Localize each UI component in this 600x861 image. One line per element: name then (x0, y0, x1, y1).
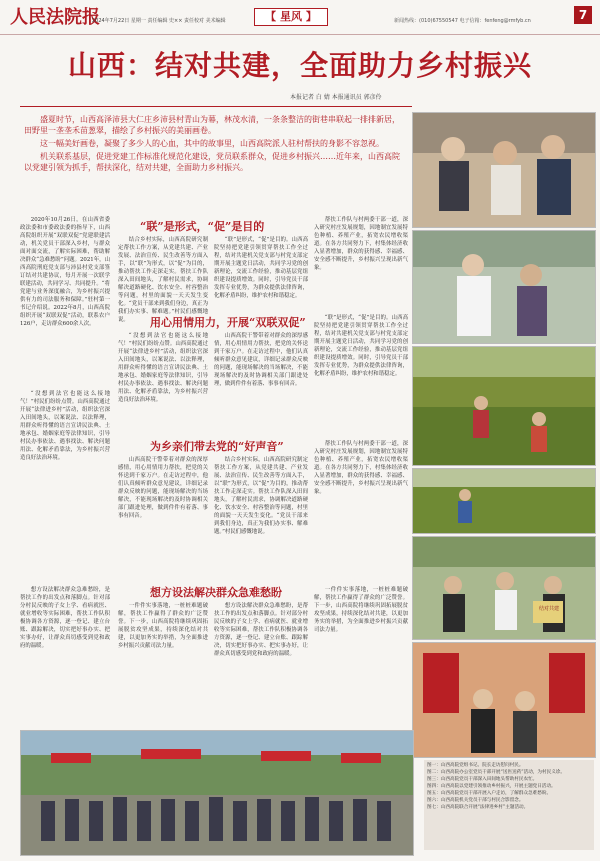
newspaper-logo: 人民法院报 (10, 7, 100, 28)
caption-line: 图二：山西高院办公室党员干部开展“送医送药”活动，为村民义诊。 (427, 770, 565, 775)
article-column: 想方设法解决群众急难愁盼，是帮扶工作的出发点和落脚点。针对部分村民反映的子女上学、看病就医、就业增收等实际困难，帮扶工作队积极协调各方资源，逐一登记、建立台账、跟踪解决，切实把好事办实、把实事办好，让群众真切感受到党和政府的温暖。 (214, 603, 308, 657)
lede-paragraph: 这一幅美好画卷，凝聚了多少人的心血，其中的故事里，山西高院派人驻村帮扶的身影不容忽视。 (40, 139, 384, 148)
photo-label: 结对共建 (539, 606, 560, 612)
caption-line: 图一：山西高院党组书记、院长走访慰问村民。 (427, 763, 524, 768)
caption-line: 图三：山西高院党员干部深入田间地头帮助村民农忙。 (427, 777, 538, 782)
page-number: 7 (574, 6, 592, 24)
article-column: 结合乡村实际，山西高院研究制定帮扶工作方案，从党建共建、产业发展、法治宣传、民生改善等方面入手，以“联”为形式，以“促”为目的，推动帮扶工作走深走实。帮扶工作队深入田间地头，了解村民需求，协调解决道路硬化、饮水安全、村容整治等问题，村里的面貌一天天发生变化。“党员干部来到我们身边，真正为我们办实事、解难题。”村民们感慨地说。 (118, 237, 208, 323)
article-column: 2020年10月26日，在山西省委政法委和市委政法委的指导下，山西高院组织开展“双联双促”党建联建活动，机关党员干部深入乡村，与群众面对面交流，了解实际困难，帮助解决群众“急难愁盼”问题。2021年，山西高院刑庭党支部与沛县村党支部签订结对共建协议，每月开展一次联学联建活动，共同学习、共同提升。“将党建与业务深度融合，为乡村振兴提供有力的司法服务和保障。”驻村第一书记介绍说。2022年8月，山西高院组织开展“双联双促”活动，联系农户126户，走访群众600余人次。 (20, 217, 110, 327)
lede-paragraph: 机关联系基层，促进党建工作标准化规范化建设，党员联系群众，促进乡村振兴……近年来，山西高院以党建引领为抓手，帮扶深化，结对共建，全面助力乡村振兴。 (24, 152, 400, 172)
photo-field (412, 468, 596, 534)
photo-medical-service (412, 230, 596, 344)
article-column: 一件件实事落地，一桩桩难题破解，帮扶工作赢得了群众的广泛赞誉。下一步，山西高院将继续巩固拓展脱贫攻坚成果，持续深化结对共建，以更加务实的举措，为全面推进乡村振兴贡献司法力量。 (118, 603, 208, 649)
lede-paragraph: 盛夏时节，山西高泽沛县大仁庄乡沛县村青山为幕，林茂水清，一条条整洁的街巷串联起一排排新居，田野里一垄垄禾苗葱翠，描绘了乡村振兴的美丽画卷。 (24, 115, 400, 135)
subhead: 为乡亲们带去党的“好声音” (150, 440, 284, 453)
page-title: 山西：结对共建，全面助力乡村振兴 (67, 49, 532, 82)
article-column: 山西高院干警带着对群众的深厚感情，用心用情用力帮扶，把党的关怀送到千家万户。在走访过程中，他们认真倾听群众意见建议，详细记录群众反映的问题，能现场解决的当场解决，不能现场解决的及时协调相关部门跟进处理，做到件件有着落、事事有回音。 (118, 457, 208, 519)
title-divider (20, 106, 412, 107)
article-column: “联”是形式，“促”是目的。山西高院坚持把党建引领贯穿帮扶工作全过程，结对共建机关党支部与村党支部定期开展主题党日活动，共同学习党的创新理论，交流工作经验，推动基层党组织建设提质增效。同时，引导党员干部发挥专业优势，为群众提供法律咨询，化解矛盾纠纷，维护农村和谐稳定。 (314, 315, 408, 377)
photo-farm-work (412, 346, 596, 466)
article-column: “没想到法官也能这么接地气！”村民们纷纷点赞。山西高院通过开展“法律进乡村”活动，组织法官深入田间地头，以案说法、以法释理，用群众听得懂的语言宣讲民法典、土地承包、婚姻家庭等法律知识，引导村民办事依法、遇事找法、解决问题用法、化解矛盾靠法，为乡村振兴营造良好法治环境。 (118, 333, 208, 403)
article-column: 帮扶工作队与村两委干部一道，深入研究村庄发展规划，因地制宜发展特色种植、养殖产业，拓宽农民增收渠道。在各方共同努力下，村集体经济收入显著增加，群众的获得感、幸福感、安全感不断提升，乡村振兴呈现出新气象。 (314, 441, 408, 495)
caption-line: 图七：山西高院联合开展“法律进乡村”主题活动。 (427, 805, 529, 810)
article-column: 想方设法解决群众急难愁盼，是帮扶工作的出发点和落脚点。针对部分村民反映的子女上学、看病就医、就业增收等实际困难，帮扶工作队积极协调各方资源，逐一登记、建立台账、跟踪解决，切实把好事办实、把实事办好，让群众真切感受到党和政府的温暖。 (20, 587, 110, 649)
photo-visit-elderly (412, 112, 596, 228)
issue-meta: 2024年7月22日 星期一 责任编辑 史×× 责任校对 美术编辑 (92, 18, 226, 24)
lede (24, 114, 406, 210)
article-column: 帮扶工作队与村两委干部一道，深入研究村庄发展规划，因地制宜发展特色种植、养殖产业，拓宽农民增收渠道。在各方共同努力下，村集体经济收入显著增加，群众的获得感、幸福感、安全感不断提升，乡村振兴呈现出新气象。 (314, 217, 408, 271)
article-column: “没想到法官也能这么接地气！”村民们纷纷点赞。山西高院通过开展“法律进乡村”活动，组织法官深入田间地头，以案说法、以法释理，用群众听得懂的语言宣讲民法典、土地承包、婚姻家庭等法律知识，引导村民办事依法、遇事找法、解决问题用法、化解矛盾靠法，为乡村振兴营造良好法治环境。 (20, 391, 110, 461)
caption-line: 图六：山西高院机关党员干部与村民合影留念。 (427, 798, 524, 803)
subhead: 用心用情用力，开展“双联双促” (150, 316, 306, 329)
masthead (0, 0, 600, 35)
photo-group-picture (20, 730, 414, 856)
caption-line: 图四：山西高院以党建引领推动乡村振兴，开展主题党日活动。 (427, 784, 556, 789)
photo-captions (424, 760, 594, 850)
article-column: 一件件实事落地，一桩桩难题破解，帮扶工作赢得了群众的广泛赞誉。下一步，山西高院将继续巩固拓展脱贫攻坚成果，持续深化结对共建，以更加务实的举措，为全面推进乡村振兴贡献司法力量。 (314, 587, 408, 633)
article-column: “联”是形式，“促”是目的。山西高院坚持把党建引领贯穿帮扶工作全过程，结对共建机关党支部与村党支部定期开展主题党日活动，共同学习党的创新理论，交流工作经验，推动基层党组织建设提质增效。同时，引导党员干部发挥专业优势，为群众提供法律咨询，化解矛盾纠纷，维护农村和谐稳定。 (214, 237, 308, 299)
contact-info: 新闻热线：(010)67550547 电子信箱：fenfeng@rmfyb.cn (394, 18, 531, 24)
caption-line: 图五：山西高院党员干部开展入户走访，了解群众急难愁盼。 (427, 791, 552, 796)
photo-party-activity (412, 536, 596, 640)
article-column: 结合乡村实际，山西高院研究制定帮扶工作方案，从党建共建、产业发展、法治宣传、民生改善等方面入手，以“联”为形式，以“促”为目的，推动帮扶工作走深走实。帮扶工作队深入田间地头，了解村民需求，协调解决道路硬化、饮水安全、村容整治等问题，村里的面貌一天天发生变化。“党员干部来到我们身边，真正为我们办实事、解难题。”村民们感慨地说。 (214, 457, 308, 535)
article-column: 山西高院干警带着对群众的深厚感情，用心用情用力帮扶，把党的关怀送到千家万户。在走访过程中，他们认真倾听群众意见建议，详细记录群众反映的问题，能现场解决的当场解决，不能现场解决的及时协调相关部门跟进处理，做到件件有着落、事事有回音。 (214, 333, 308, 387)
subhead: 想方设法解决群众急难愁盼 (150, 586, 282, 599)
byline: 本报记者 白 婧 本报通讯员 郭彦伶 (290, 94, 382, 101)
photo-visit-home (412, 642, 596, 758)
section-name: 【 星风 】 (254, 8, 328, 26)
subhead: “联”是形式，“促”是目的 (140, 220, 265, 233)
